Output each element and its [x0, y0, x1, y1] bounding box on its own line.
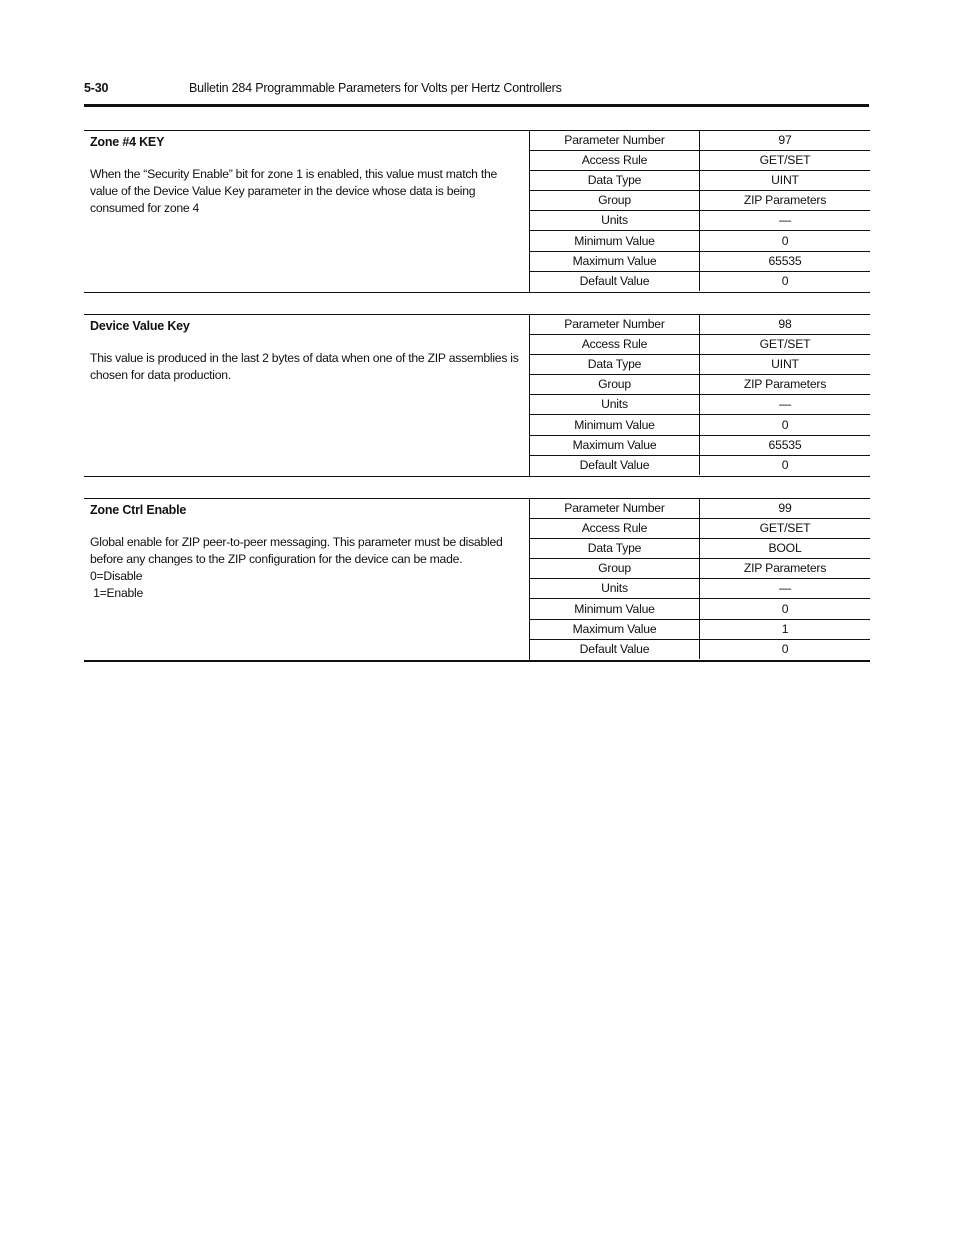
description-paragraph: This value is produced in the last 2 bytes of data when one of the ZIP assemblies is chosen for data production.	[90, 351, 519, 382]
label-units: Units	[530, 579, 700, 599]
description-paragraph: When the “Security Enable” bit for zone 1 is enabled, this value must match the value of the Device Value Key parameter in the device whose data is being consumed for zone 4	[90, 167, 498, 215]
parameter-properties-table	[530, 499, 870, 659]
table-row	[530, 455, 870, 475]
value-access-rule: GET/SET	[700, 151, 871, 171]
value-default-value: 0	[781, 641, 789, 656]
table-row	[530, 499, 870, 519]
parameter-name: Zone Ctrl Enable	[90, 503, 187, 517]
label-units: Units	[530, 395, 700, 415]
parameter-description	[90, 534, 524, 602]
value-units: —	[700, 395, 871, 415]
value-default-value: 0	[781, 273, 789, 288]
value-maximum-value: 1	[700, 619, 871, 639]
page-header	[84, 80, 869, 107]
parameter-description	[90, 166, 524, 217]
table-row	[530, 579, 870, 599]
label-data-type: Data Type	[530, 539, 700, 559]
label-maximum-value: Maximum Value	[530, 435, 700, 455]
parameter-block-device-value-key	[84, 314, 870, 477]
parameter-block-zone-4-key	[84, 130, 870, 293]
label-data-type: Data Type	[530, 355, 700, 375]
value-parameter-number: 97	[700, 131, 871, 151]
value-maximum-value: 65535	[700, 251, 871, 271]
value-data-type: UINT	[700, 171, 871, 191]
value-units: —	[700, 579, 871, 599]
label-access-rule: Access Rule	[530, 335, 700, 355]
table-row	[530, 131, 870, 151]
label-default-value: Default Value	[530, 455, 700, 475]
label-minimum-value: Minimum Value	[530, 231, 700, 251]
value-minimum-value: 0	[700, 599, 871, 619]
table-row	[530, 151, 870, 171]
value-minimum-value: 0	[700, 415, 871, 435]
table-row	[530, 559, 870, 579]
table-row	[530, 539, 870, 559]
table-row	[530, 231, 870, 251]
value-data-type: UINT	[700, 355, 871, 375]
label-default-value: Default Value	[530, 639, 700, 659]
table-row	[530, 519, 870, 539]
label-group: Group	[530, 191, 700, 211]
parameter-name: Zone #4 KEY	[90, 135, 165, 149]
description-option-enable: 1=Enable	[90, 586, 143, 600]
table-row	[530, 599, 870, 619]
table-row	[530, 395, 870, 415]
label-minimum-value: Minimum Value	[530, 599, 700, 619]
table-row	[530, 375, 870, 395]
value-data-type: BOOL	[700, 539, 871, 559]
label-default-value: Default Value	[530, 271, 700, 291]
value-parameter-number: 99	[700, 499, 871, 519]
table-row	[530, 315, 870, 335]
value-units: —	[700, 211, 871, 231]
label-group: Group	[530, 559, 700, 579]
parameter-description	[90, 350, 524, 384]
parameter-description-cell	[84, 315, 530, 476]
label-maximum-value: Maximum Value	[530, 251, 700, 271]
label-access-rule: Access Rule	[530, 151, 700, 171]
label-minimum-value: Minimum Value	[530, 415, 700, 435]
page-number: 5-30	[84, 81, 109, 95]
parameter-properties-table	[530, 315, 870, 475]
label-parameter-number: Parameter Number	[530, 131, 700, 151]
label-group: Group	[530, 375, 700, 395]
value-parameter-number: 98	[700, 315, 871, 335]
table-row	[530, 335, 870, 355]
table-row	[530, 355, 870, 375]
description-paragraph: Global enable for ZIP peer-to-peer messaging. This parameter must be disabled before any changes to the ZIP configuration for the device can be made.	[90, 535, 503, 566]
page-title: Bulletin 284 Programmable Parameters for Volts per Hertz Controllers	[189, 81, 562, 95]
value-group: ZIP Parameters	[700, 375, 871, 395]
table-row	[530, 211, 870, 231]
label-access-rule: Access Rule	[530, 519, 700, 539]
label-units: Units	[530, 211, 700, 231]
table-row	[530, 171, 870, 191]
parameter-block-zone-ctrl-enable	[84, 498, 870, 662]
table-row	[530, 271, 870, 291]
parameter-description-cell	[84, 499, 530, 660]
parameter-description-cell	[84, 131, 530, 292]
table-row	[530, 415, 870, 435]
parameter-properties-table	[530, 131, 870, 291]
label-data-type: Data Type	[530, 171, 700, 191]
description-option-disable: 0=Disable	[90, 569, 143, 583]
value-access-rule: GET/SET	[700, 519, 871, 539]
table-row	[530, 639, 870, 659]
label-parameter-number: Parameter Number	[530, 315, 700, 335]
value-maximum-value: 65535	[700, 435, 871, 455]
value-access-rule: GET/SET	[700, 335, 871, 355]
value-group: ZIP Parameters	[700, 191, 871, 211]
value-group: ZIP Parameters	[700, 559, 871, 579]
value-minimum-value: 0	[700, 231, 871, 251]
table-row	[530, 191, 870, 211]
table-row	[530, 435, 870, 455]
table-row	[530, 619, 870, 639]
label-parameter-number: Parameter Number	[530, 499, 700, 519]
table-row	[530, 251, 870, 271]
value-default-value: 0	[781, 457, 789, 472]
parameter-name: Device Value Key	[90, 319, 190, 333]
label-maximum-value: Maximum Value	[530, 619, 700, 639]
